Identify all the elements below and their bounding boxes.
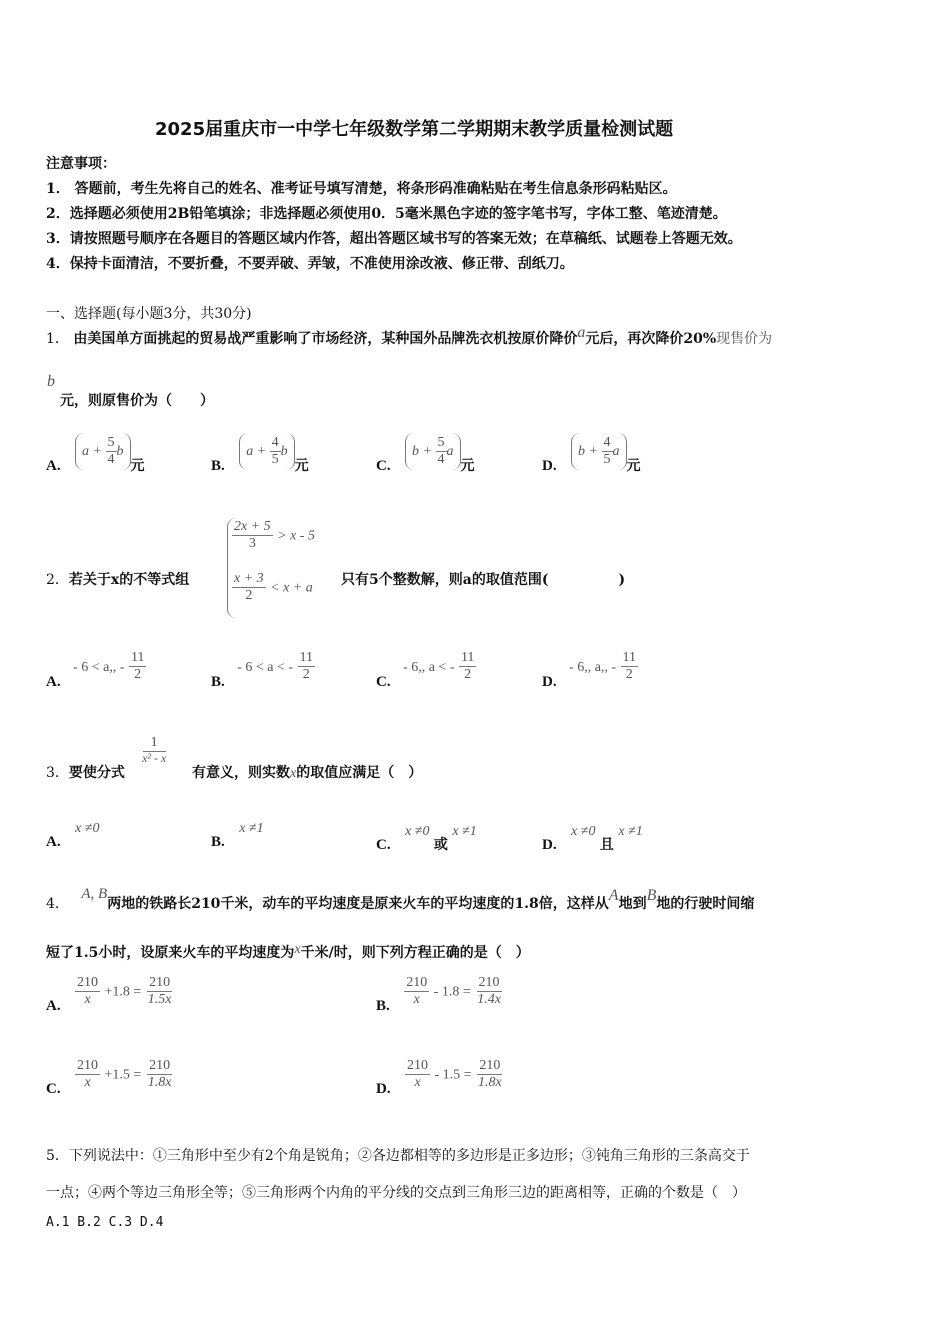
conjunction: 或 [433,837,448,853]
option-letter: B. [211,673,225,690]
question-5-options[interactable]: A.1 B.2 C.3 D.4 [46,1215,164,1230]
option-letter: A. [46,997,61,1014]
frac-num: 210 [75,1058,100,1075]
equation-mid: +1.5 = [104,1067,142,1083]
unit: 元 [130,457,145,474]
section-heading: 一、选择题(每小题3分，共30分) [46,306,252,322]
frac-num: 4 [270,435,281,452]
question-text: 元，则原售价为（ ） [60,393,214,409]
frac-den: 3 [248,536,256,552]
question-4-line-2 [46,942,530,962]
question-number: 2． [46,572,69,588]
option-expression [571,433,626,470]
frac-den: x [84,1075,91,1091]
option-letter: C. [46,1080,61,1097]
frac-den: x [84,992,91,1008]
frac-den: 2 [245,588,253,604]
option-expression [239,433,294,470]
question-text: 千米，动车的平均速度是原来火车的平均速度的 [220,896,515,912]
question-text: 只有 [341,572,369,588]
expr-lead: b + [578,443,598,459]
q3-option-c[interactable] [376,820,477,853]
frac-num: 11 [459,650,476,667]
inequality-rest: > x - 5 [277,528,315,544]
question-text: 有意义，则实数 [192,765,290,781]
var-a: a [577,324,586,341]
var-a: a [462,572,472,588]
option-expression: x ≠0 [571,824,596,839]
var-x: x [110,572,120,588]
option-letter: B. [376,997,390,1014]
frac-den: 2 [464,667,472,683]
equation-mid: - 1.8 = [433,984,471,1000]
frac-den: 4 [437,452,445,468]
var-x: x [294,942,301,957]
frac-den: x [414,1075,421,1091]
option-expression: x ≠1 [618,824,643,839]
question-text: 若关于 [68,572,111,588]
question-2-lead [46,569,189,589]
question-text: 个整数解，则 [378,572,463,588]
inequality-1 [232,519,315,552]
q2-option-b[interactable] [211,650,315,690]
question-text: 短了 [46,945,74,961]
notice-item: 2．选择题必须使用2B铅笔填涂；非选择题必须使用0．5毫米黑色字迹的签字笔书写，字体工整、笔迹清楚。 [46,206,727,222]
frac-num: 11 [298,650,315,667]
question-text: 倍，这样从 [538,896,609,912]
question-number: 3． [46,765,69,781]
question-3-lead [46,762,125,782]
expr-var: b [280,443,288,459]
q4-option-b[interactable] [376,975,503,1014]
option-letter: D. [542,837,557,853]
option-letter: C. [376,837,391,853]
q2-option-a[interactable] [46,650,146,690]
option-expression: - 6 < a,, - [73,659,125,675]
notice-item: 4．保持卡面清洁，不要折叠，不要弄破、弄皱，不准使用涂改液、修正带、刮纸刀。 [46,256,574,272]
equation-mid: +1.8 = [104,984,142,1000]
frac-den: 1.5x [147,992,172,1008]
q1-option-b[interactable] [211,433,309,474]
option-letter: D. [376,1080,391,1097]
question-text: 现售价为 [716,331,773,347]
frac-num: 210 [404,975,429,992]
unit: 元 [294,457,309,474]
frac-den: 2 [134,667,142,683]
expr-lead: b + [412,443,432,459]
question-number: 5． [46,1148,69,1164]
option-expression: - 6 < a < - [237,659,294,675]
inequality-2 [232,571,313,604]
frac-num: x + 3 [232,571,266,588]
frac-num: 210 [477,975,502,992]
q4-option-a[interactable] [46,975,173,1014]
q3-option-a[interactable] [46,820,100,850]
question-number: 1． [46,331,69,347]
expr-lead: a + [82,443,102,459]
unit: 元 [460,457,475,474]
question-4-line-1 [46,886,755,913]
option-letter: A. [46,457,61,474]
question-number: 4． [46,896,69,912]
question-5-line-2: 一点；④两个等边三角形全等；⑤三角形两个内角的平分线的交点到三角形三边的距离相等，正确的个数是（ ） [46,1185,746,1201]
question-text: 小时，设原来火车的平均速度为 [98,945,295,961]
frac-num: 210 [147,975,172,992]
option-letter: D. [542,457,557,474]
option-letter: C. [376,673,391,690]
question-text: 地到 [618,896,647,912]
q4-option-d[interactable] [376,1058,504,1097]
expr-var: a [612,443,620,459]
question-text: 由美国单方面挑起的贸易战严重影响了市场经济，某种国外品牌洗衣机按原价降价 [73,331,578,347]
option-expression: x ≠1 [452,824,477,839]
frac-num: 5 [106,435,117,452]
option-expression: - 6,, a,, - [569,659,617,675]
frac-den: x² - x [142,751,167,766]
option-letter: D. [542,673,557,690]
frac-den: 5 [603,452,611,468]
q2-option-c[interactable] [376,650,476,690]
option-expression: x ≠0 [75,821,100,836]
option-expression [75,433,130,470]
question-3-tail [192,762,422,782]
q4-option-c[interactable] [46,1058,173,1097]
option-expression: - 6,, a < - [403,659,455,675]
option-letter: B. [211,834,225,850]
question-text: 两地的铁路长 [107,896,192,912]
q3-fraction [140,735,168,766]
q1-option-d[interactable] [542,433,641,474]
frac-den: 1.8x [147,1075,172,1091]
frac-num: 2x + 5 [232,519,273,536]
frac-num: 210 [75,975,100,992]
unit: 元 [626,457,641,474]
q3-option-b[interactable] [211,820,264,850]
ratio: 1.8 [514,896,539,912]
count: 5 [369,572,379,588]
distance: 210 [191,896,221,912]
frac-num: 11 [129,650,146,667]
expr-lead: a + [246,443,267,459]
page-title: 2025届重庆市一中学七年级数学第二学期期末教学质量检测试题 [155,119,674,140]
question-5-line-1 [46,1145,750,1165]
equation-mid: - 1.5 = [434,1067,472,1083]
question-text: 的取值应满足（ ） [296,765,423,781]
question-text: 千米/时，则下列方程正确的是（ ） [300,945,530,961]
frac-den: 4 [107,452,115,468]
frac-num: 5 [436,435,447,452]
frac-den: x [413,992,420,1008]
question-text: 的不等式组 [119,572,190,588]
q1-option-c[interactable] [376,433,475,474]
question-1-line-1 [46,324,773,348]
hours: 1.5 [74,945,99,961]
frac-num: 1 [143,735,166,752]
frac-num: 4 [602,435,613,452]
question-text: 元后，再次降价 [585,331,684,347]
points-ab: A, B [81,886,108,902]
percent: 20% [683,331,717,347]
conjunction: 且 [599,837,614,853]
notice-heading: 注意事项： [46,156,116,172]
option-letter: B. [211,457,225,474]
option-expression: x ≠0 [405,824,430,839]
question-2-tail [341,569,625,589]
question-text: 下列说法中：①三角形中至少有2个角是锐角；②各边都相等的多边形是正多边形；③钝角三角形的三条高交于 [68,1148,750,1164]
option-letter: A. [46,834,61,850]
expr-var: a [446,443,454,459]
var-x: x [290,766,297,781]
notice-item: 1． 答题前，考生先将自己的姓名、准考证号填写清楚，将条形码准确粘贴在考生信息条形码粘贴区。 [46,181,677,197]
frac-num: 210 [147,1058,172,1075]
q2-option-d[interactable] [542,650,638,690]
point-b: B [646,887,657,904]
frac-den: 1.8x [478,1075,502,1091]
question-text: 地的行驶时间缩 [656,896,755,912]
question-text: 的取值范围( ) [471,572,626,588]
frac-den: 2 [302,667,310,683]
frac-num: 210 [405,1058,430,1075]
question-text: 要使分式 [68,765,125,781]
frac-den: 5 [271,452,279,468]
expr-var: b [116,443,124,459]
option-letter: C. [376,457,391,474]
option-expression [405,433,460,470]
point-a: A [608,887,619,904]
var-b: b [47,373,55,390]
frac-num: 210 [477,1058,502,1075]
option-letter: A. [46,673,61,690]
inequality-rest: < x + a [270,580,313,596]
frac-den: 2 [625,667,633,683]
frac-den: 1.4x [477,992,501,1008]
frac-num: 11 [621,650,638,667]
q1-option-a[interactable] [46,433,145,474]
q3-option-d[interactable] [542,820,643,853]
option-expression: x ≠1 [239,821,264,836]
notice-item: 3．请按照题号顺序在各题目的答题区域内作答，超出答题区域书写的答案无效；在草稿纸、试题卷上答题无效。 [46,231,742,247]
